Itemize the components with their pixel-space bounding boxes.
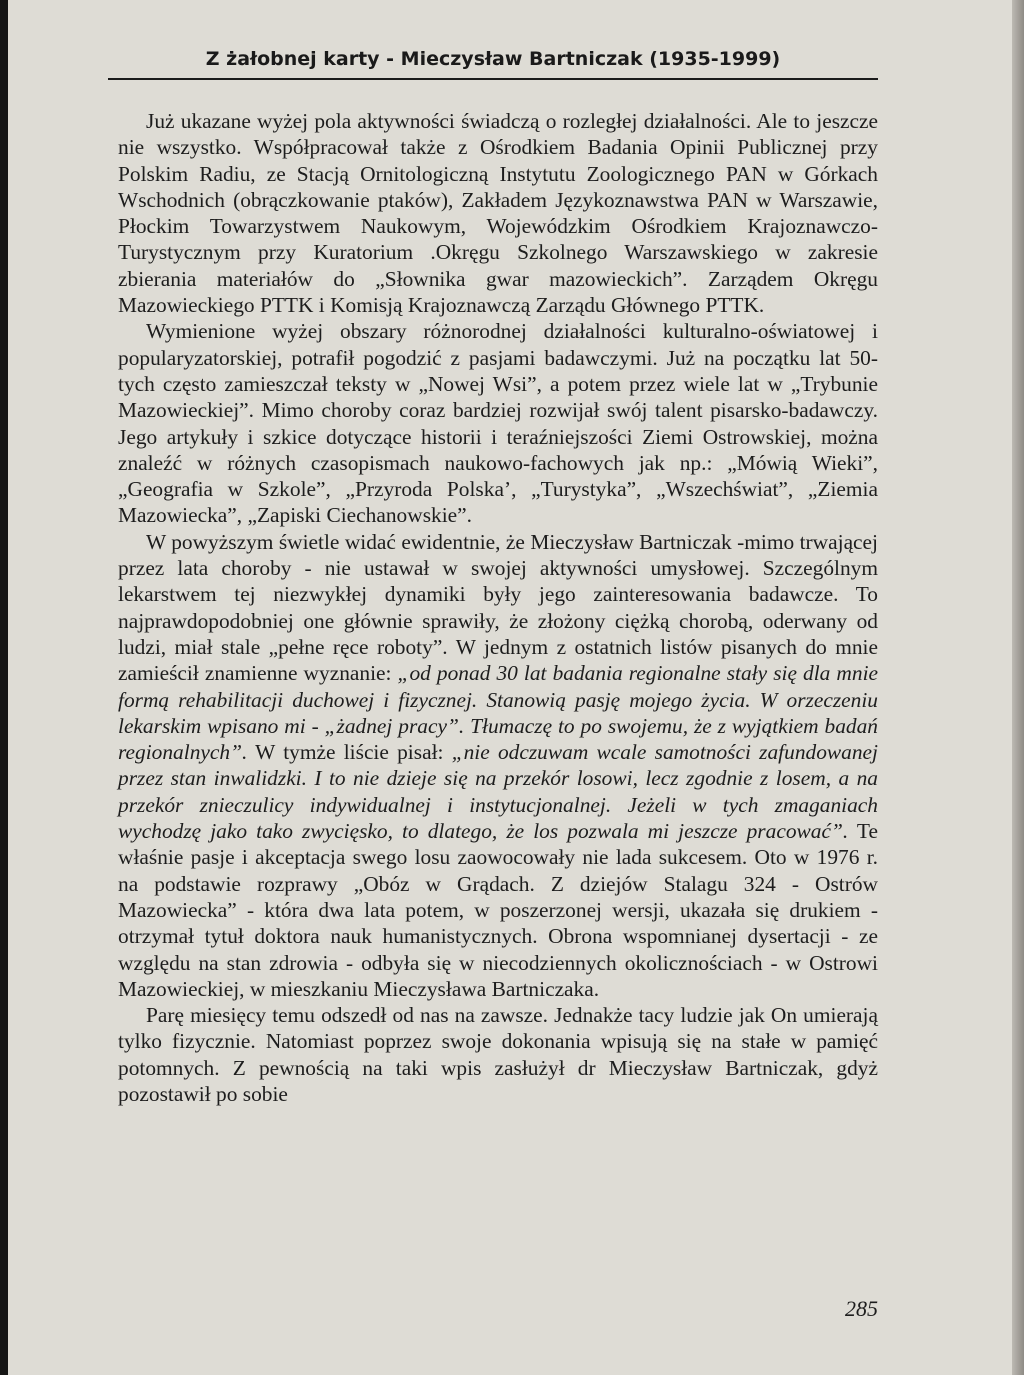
paragraph	[118, 318, 878, 528]
page-number: 285	[845, 1296, 878, 1321]
header-title: Z żałobnej karty - Mieczysław Bartniczak (1935-1999)	[205, 48, 781, 70]
scan-edge	[0, 0, 8, 1375]
text-run: Parę miesięcy temu odszedł od nas na zawsze. Jednakże tacy ludzie jak On umierają tylko fizycznie. Natomiast poprzez swoje dokonania wpisują się na stałe w pamięć potomnych. Z pewnością na taki wpis zasłużył dr Mieczysław Bartniczak, gdyż pozostawił po sobie	[118, 1003, 878, 1106]
paragraph	[118, 108, 878, 318]
body-text	[118, 108, 878, 1107]
text-run: W powyższym świetle widać ewidentnie, że Mieczysław Bartniczak -mimo trwającej przez lata choroby - nie ustawał w swojej aktywności umysłowej. Szczególnym lekarstwem tej niezwykłej dynamiki były jego zainteresowania badawcze. To najprawdopodobniej one głównie sprawiły, że złożony ciężką chorobą, oderwany od ludzi, miał stale „pełne ręce roboty”. W jednym z ostatnich listów pisanych do mnie zamieścił znamienne wyznanie:	[118, 529, 878, 686]
text-run: Wymienione wyżej obszary różnorodnej działalności kulturalno-oświatowej i popularyzatorskiej, potrafił pogodzić z pasjami badawczymi. Już na początku lat 50-tych często zamieszczał teksty w „Nowej Wsi”, a potem przez wiele lat w „Trybunie Mazowieckiej”. Mimo choroby coraz bardziej rozwijał swój talent pisarsko-badawczy. Jego artykuły i szkice dotyczące historii i teraźniejszości Ziemi Ostrowskiej, można znaleźć w różnych czasopismach naukowo-fachowych jak np.: „Mówią Wieki”, „Geografia w Szkole”, „Przyroda Polska’, „Turystyka”, „Wszechświat”, „Ziemia Mazowiecka”, „Zapiski Ciechanowskie”.	[118, 319, 878, 528]
text-run: W tymże liście pisał:	[247, 740, 452, 765]
italic-quote: „od ponad 30 lat badania regionalne stały się dla mnie formą rehabilitacji duchowej i fizycznej. Stanowią pasję mojego życia. W orzeczeniu lekarskim wpisano mi - „żadnej pracy”. Tłumaczę to po swojemu, że z wyjątkiem badań regionalnych”.	[118, 661, 879, 765]
running-header	[108, 44, 878, 80]
text-run: Te właśnie pasje i akceptacja swego losu zaowocowały nie lada sukcesem. Oto w 1976 r. na podstawie rozprawy „Obóz w Grądach. Z dziejów Stalagu 324 - Ostrów Mazowiecka” - która dwa lata potem, w poszerzonej wersji, ukazała się drukiem - otrzymał tytuł doktora nauk humanistycznych. Obrona wspomnianej dysertacji - ze względu na stan zdrowia - odbyła się w niecodziennych okolicznościach - w Ostrowi Mazowieckiej, w mieszkaniu Mieczysława Bartniczaka.	[118, 819, 878, 1001]
paragraph	[118, 529, 878, 1002]
page-shadow	[1012, 0, 1024, 1375]
italic-quote: „nie odczuwam wcale samotności zafundowanej przez stan inwalidzki. I to nie dzieje się na przekór losowi, lecz zgodnie z losem, a na przekór znieczulicy indywidualnej i instytucjonalnej. Jeżeli w tych zmaganiach wychodzę jako tako zwycięsko, to dlatego, że los pozwala mi jeszcze pracować”.	[118, 740, 878, 844]
paragraph	[118, 1002, 878, 1107]
text-run: Już ukazane wyżej pola aktywności świadczą o rozległej działalności. Ale to jeszcze nie wszystko. Współpracował także z Ośrodkiem Badania Opinii Publicznej przy Polskim Radiu, ze Stacją Ornitologiczną Instytutu Zoologicznego PAN w Górkach Wschodnich (obrączkowanie ptaków), Zakładem Językoznawstwa PAN w Warszawie, Płockim Towarzystwem Naukowym, Wojewódzkim Ośrodkiem Krajoznawczo-Turystycznym przy Kuratorium .Okręgu Szkolnego Warszawskiego w zakresie zbierania materiałów do „Słownika gwar mazowieckich”. Zarządem Okręgu Mazowieckiego PTTK i Komisją Krajoznawczą Zarządu Głównego PTTK.	[118, 109, 878, 318]
